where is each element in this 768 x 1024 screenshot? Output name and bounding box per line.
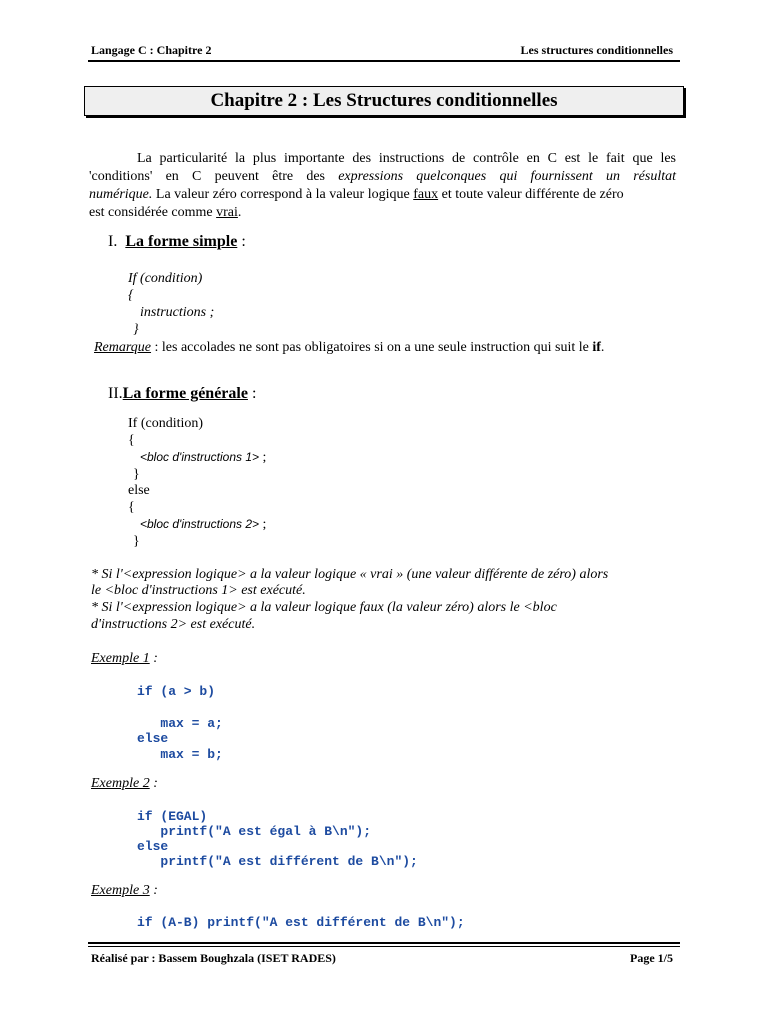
intro-line-1: La particularité la plus importante des instructions de contrôle en C est le fait que les [137,151,676,166]
syntax-general-close-1: } [133,467,140,482]
header-chapter: Langage C : Chapitre 2 [91,43,212,57]
syntax-general-open-2: { [128,500,135,515]
header-topic: Les structures conditionnelles [520,43,673,57]
footer-rule-thin [88,946,680,947]
intro-line-4: est considérée comme vrai. [89,205,242,220]
example-1-code-line: max = a; [137,716,223,731]
syntax-general-close-2: } [133,534,140,549]
example-2-code-line: if (EGAL) [137,809,208,824]
example-1-label: Exemple 1 : [91,651,158,666]
syntax-bloc-2: <bloc d'instructions 2> ; [140,517,267,532]
example-2-code-line: printf("A est différent de B\n"); [137,854,418,869]
example-1-code-line: if (a > b) [137,684,216,699]
footer-page-number: Page 1/5 [630,951,673,965]
syntax-general-if: If (condition) [128,416,204,431]
syntax-simple-open: { [128,288,134,303]
intro-line-2: 'conditions' en C peuvent être des expressions quelconques qui fournissent un résultat [89,169,677,184]
example-1-code-line: max = b; [137,747,223,762]
footer-rule [88,942,680,944]
section-2-heading: II.La forme générale : [108,385,257,402]
example-2-code-line: else [137,839,169,854]
example-1-code-line: else [137,731,169,746]
note-faux-line-1: * Si l'<expression logique> a la valeur logique faux (la valeur zéro) alors le <bloc [91,600,557,615]
note-vrai-line-2: le <bloc d'instructions 1> est exécuté. [91,583,306,598]
syntax-else: else [128,483,150,498]
example-2-label: Exemple 2 : [91,776,158,791]
note-faux-line-2: d'instructions 2> est exécuté. [91,617,256,632]
intro-line-3: numérique. La valeur zéro correspond à la valeur logique faux et toute valeur différente de zéro [89,187,624,202]
example-3-label: Exemple 3 : [91,883,158,898]
footer-author: Réalisé par : Bassem Boughzala (ISET RADES) [91,951,336,965]
syntax-bloc-1: <bloc d'instructions 1> ; [140,450,267,465]
syntax-general-open-1: { [128,433,135,448]
example-2-code-line: printf("A est égal à B\n"); [137,824,372,839]
syntax-simple-if: If (condition) [128,271,203,286]
remark: Remarque : les accolades ne sont pas obligatoires si on a une seule instruction qui suit le if. [94,340,605,355]
note-vrai-line-1: * Si l'<expression logique> a la valeur logique « vrai » (une valeur différente de zéro) alors [91,567,609,582]
header-rule [88,60,680,62]
section-1-heading: I. La forme simple : [108,233,246,250]
example-3-code-line: if (A-B) printf("A est différent de B\n"); [137,915,465,930]
syntax-simple-close: } [133,322,139,337]
page-title: Chapitre 2 : Les Structures conditionnelles [84,86,684,116]
syntax-simple-body: instructions ; [140,305,215,320]
